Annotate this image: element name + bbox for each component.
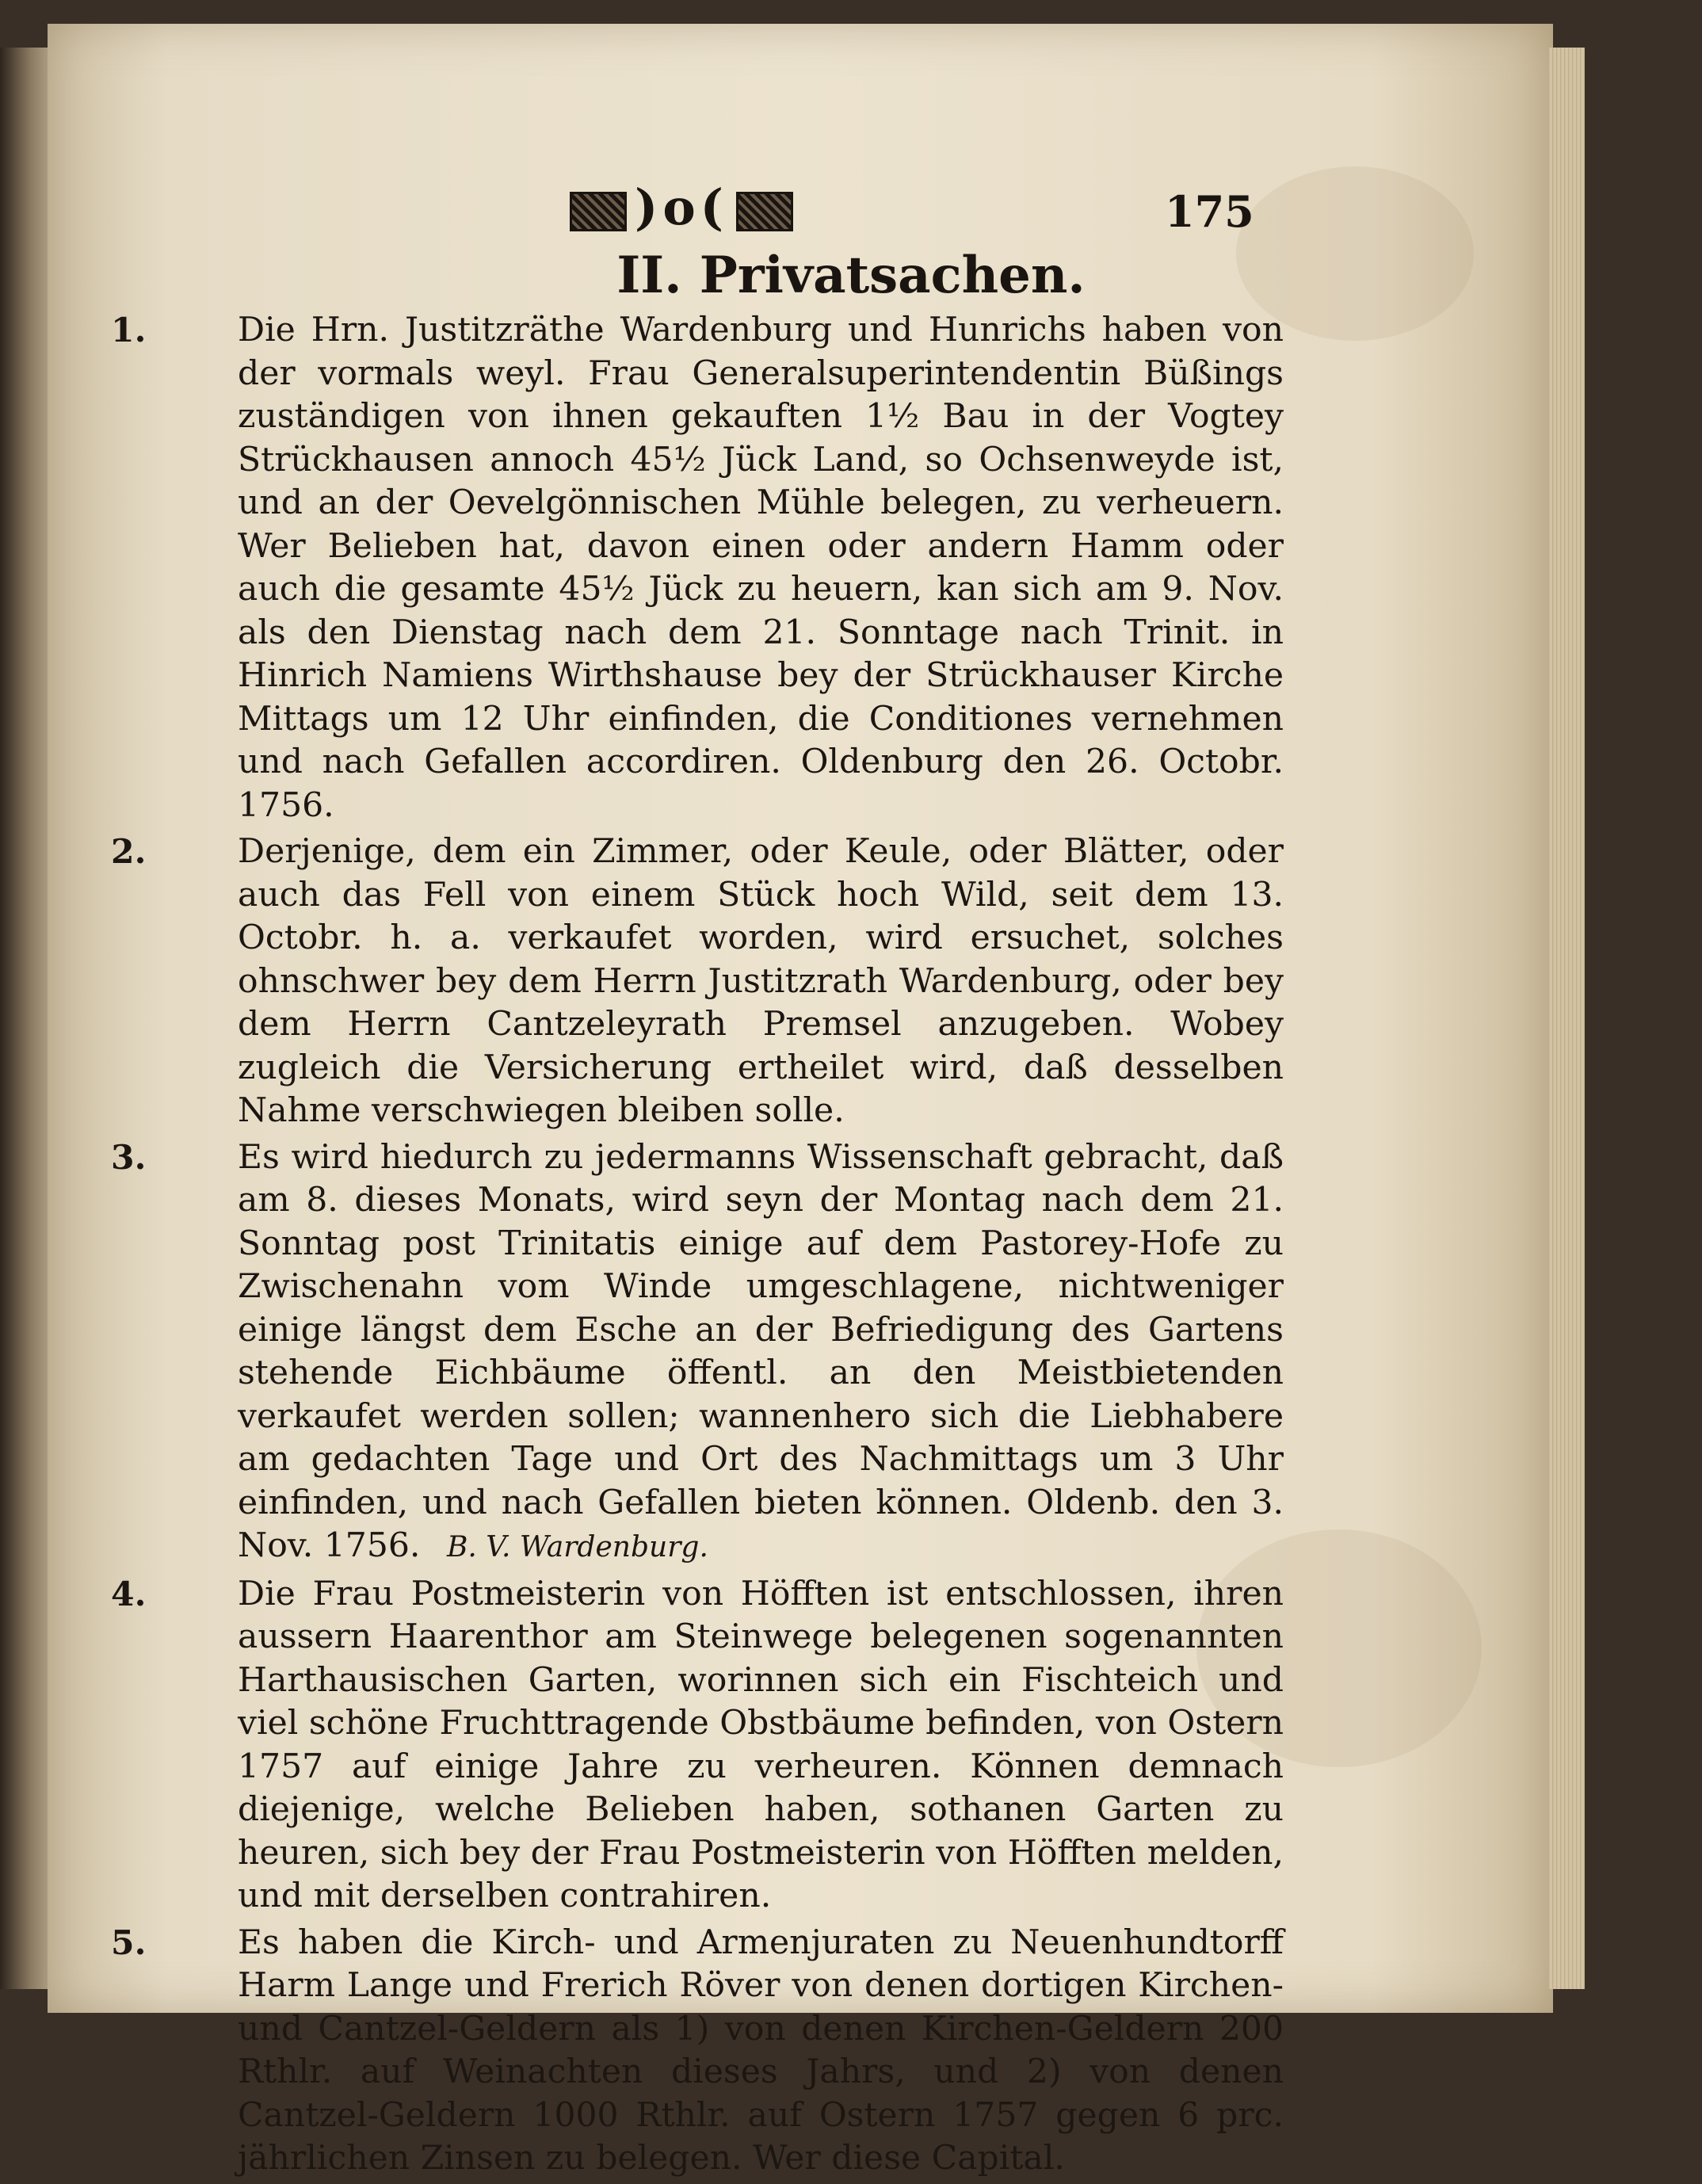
entry-text: Es wird hiedurch zu jedermanns Wissenschaft gebracht, daß am 8. dieses Monats, wird seyn der Montag nach dem 21. Sonntag post Trinitatis einige auf dem Pastorey-Hofe zu Zwischenahn vom Winde umgeschlagene, nichtweniger einige längst dem Esche an der Befriedigung des Gartens stehende Eichbäume öffentl. an den Meistbietenden verkaufet werden sollen; wannenhero sich die Liebhabere am gedachten Tage und Ort des Nachmittags um 3 Uhr einfinden, und nach Gefallen bieten können. Oldenb. den 3. Nov. 1756. bbox=[238, 1137, 1284, 1565]
entry-text: Die Hrn. Justitzräthe Wardenburg und Hunrichs haben von der vormals weyl. Frau Generalsuperintendentin Büßings zuständigen von ihnen gekauften 1½ Bau in der Vogtey Strückhausen annoch 45½ Jück Land, so Ochsenweyde ist, und an der Oevelgönnischen Mühle belegen, zu verheuern. Wer Belieben hat, davon einen oder andern Hamm oder auch die gesamte 45½ Jück zu heuern, kan sich am 9. Nov. als den Dienstag nach dem 21. Sonntage nach Trinit. in Hinrich Namiens Wirthshause bey der Strückhauser Kirche Mittags um 12 Uhr einfinden, die Conditiones vernehmen und nach Gefallen accordiren. Oldenburg den 26. Octobr. 1756. bbox=[238, 311, 1284, 825]
page-stack-edge bbox=[1549, 48, 1585, 1989]
ornament-text: )o( bbox=[634, 178, 729, 236]
entry-number: 2. bbox=[111, 832, 147, 872]
entry-number: 5. bbox=[111, 1922, 147, 1963]
entry-number: 3. bbox=[111, 1137, 147, 1178]
entry-3 bbox=[111, 1136, 1284, 1570]
entry-2 bbox=[111, 830, 1284, 1133]
entry-text: Die Frau Postmeisterin von Höfften ist entschlossen, ihren aussern Haarenthor am Steinwege belegenen sogenannten Harthausischen Garten, worinnen sich ein Fischteich und viel schöne Fruchttragende Obstbäume befinden, von Ostern 1757 auf einige Jahre zu verheuren. Können demnach diejenige, welche Belieben haben, sothanen Garten zu heuren, sich bey der Frau Postmeisterin von Höfften melden, und mit derselben contrahiren. bbox=[238, 1574, 1284, 1915]
entry-5 bbox=[111, 1922, 1284, 2181]
signature: B. V. Wardenburg. bbox=[446, 1531, 708, 1564]
entry-text: Es haben die Kirch- und Armenjuraten zu Neuenhundtorff Harm Lange und Frerich Röver von denen dortigen Kirchen- und Cantzel-Geldern als 1) von denen Kirchen-Geldern 200 Rthlr. auf Weinachten dieses Jahrs, und 2) von denen Cantzel-Geldern 1000 Rthlr. auf Ostern 1757 gegen 6 prc. jährlichen Zinsen zu belegen. Wer diese Capital. bbox=[238, 1922, 1284, 2178]
ornament-block-icon bbox=[736, 192, 793, 231]
page-header bbox=[0, 178, 1702, 242]
entry-number: 1. bbox=[111, 311, 147, 350]
entries-list bbox=[111, 309, 1284, 2184]
entry-4 bbox=[111, 1573, 1284, 1919]
section-title: II. Privatsachen. bbox=[616, 246, 1086, 305]
page-number: 175 bbox=[1165, 186, 1254, 237]
ornament-block-icon bbox=[570, 192, 627, 231]
entry-number: 4. bbox=[111, 1574, 147, 1614]
entry-text: Derjenige, dem ein Zimmer, oder Keule, oder Blätter, oder auch das Fell von einem Stück hoch Wild, seit dem 13. Octobr. h. a. verkaufet worden, wird ersuchet, solches ohnschwer bey dem Herrn Justitzrath Wardenburg, oder bey dem Herrn Cantzeleyrath Premsel anzugeben. Wobey zugleich die Versicherung ertheilet wird, daß desselben Nahme verschwiegen bleiben solle. bbox=[238, 832, 1284, 1130]
entry-1 bbox=[111, 309, 1284, 827]
header-ornament bbox=[539, 178, 824, 234]
